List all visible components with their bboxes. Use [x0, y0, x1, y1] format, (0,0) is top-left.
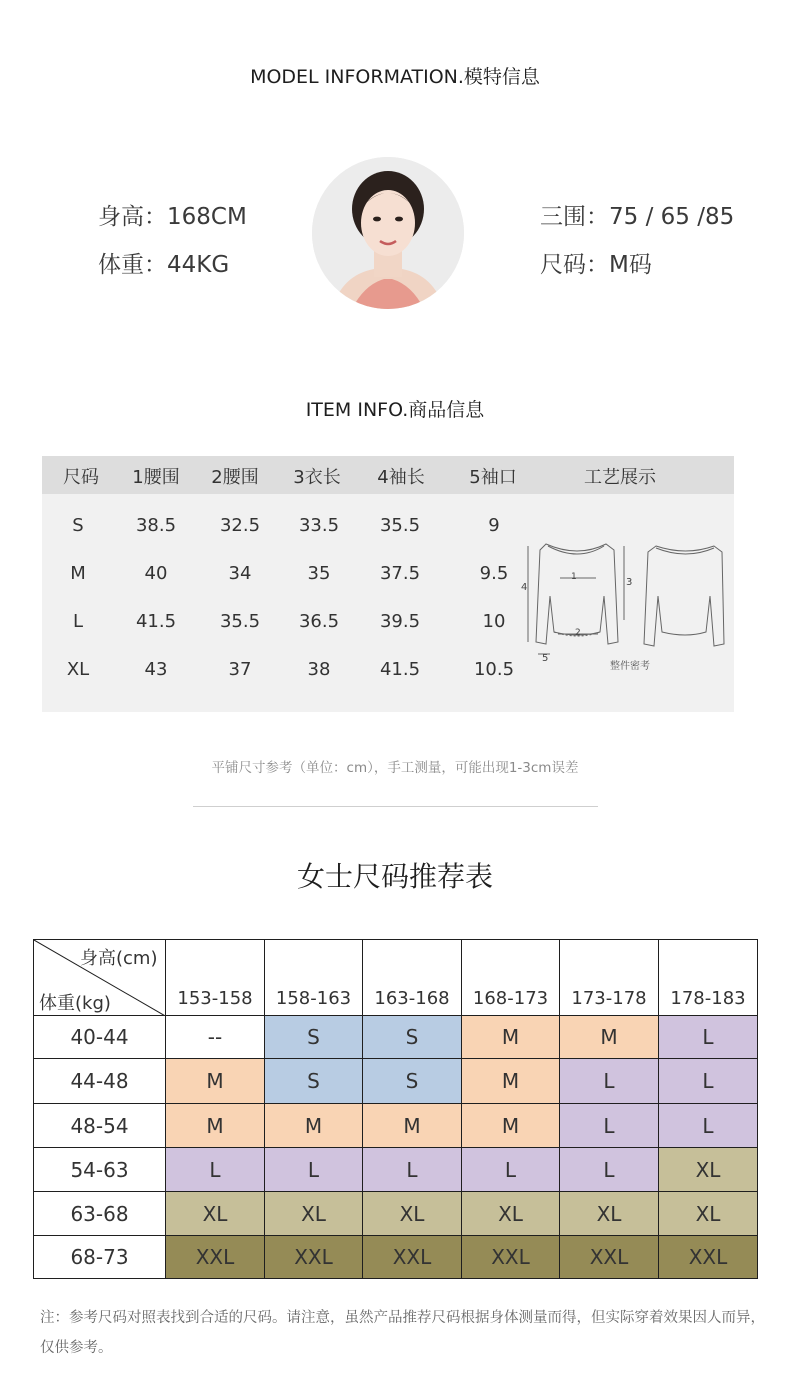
size-cell: S — [362, 1058, 462, 1104]
model-avatar — [312, 157, 464, 309]
item-cell: S — [72, 515, 84, 536]
item-cell: 41.5 — [135, 611, 177, 632]
size-cell: S — [264, 1058, 363, 1104]
item-header-craft: 工艺展示 — [584, 467, 656, 488]
item-header-waist1: 1腰围 — [132, 467, 180, 488]
item-cell: XL — [66, 659, 90, 680]
item-cell: L — [72, 611, 84, 632]
size-cell: M — [461, 1015, 560, 1059]
corner-cell — [33, 939, 166, 1016]
size-cell: M — [559, 1015, 659, 1059]
item-cell: 38 — [307, 659, 331, 680]
size-cell: M — [165, 1058, 265, 1104]
item-cell: 41.5 — [379, 659, 421, 680]
size-cell: L — [658, 1058, 758, 1104]
item-cell: 33.5 — [298, 515, 340, 536]
model-measurements: 三围：75 / 65 /85 — [540, 204, 735, 230]
item-header-size: 尺码 — [63, 467, 99, 488]
garment-diagram — [516, 536, 732, 676]
item-header-cuff: 5袖口 — [469, 467, 517, 488]
weight-row-label: 44-48 — [33, 1058, 166, 1104]
height-header: 173-178 — [559, 939, 659, 1016]
size-cell: S — [362, 1015, 462, 1059]
size-cell: L — [461, 1147, 560, 1192]
item-cell: 35.5 — [379, 515, 421, 536]
size-cell: S — [264, 1015, 363, 1059]
size-cell: XL — [658, 1191, 758, 1236]
item-cell: 39.5 — [379, 611, 421, 632]
height-header: 158-163 — [264, 939, 363, 1016]
size-cell: M — [165, 1103, 265, 1148]
size-cell: XXL — [264, 1235, 363, 1279]
item-cell: M — [70, 563, 86, 584]
size-cell: L — [559, 1058, 659, 1104]
size-cell: XL — [658, 1147, 758, 1192]
item-cell: 9.5 — [479, 563, 509, 584]
item-cell: 9 — [488, 515, 500, 536]
size-cell: M — [461, 1058, 560, 1104]
size-cell: M — [362, 1103, 462, 1148]
model-weight: 体重：44KG — [98, 252, 230, 278]
diagram-label-5: 5 — [542, 653, 549, 664]
size-cell: XXL — [658, 1235, 758, 1279]
size-cell: L — [658, 1103, 758, 1148]
size-cell: XXL — [165, 1235, 265, 1279]
size-cell: XXL — [461, 1235, 560, 1279]
size-cell: L — [559, 1103, 659, 1148]
weight-row-label: 54-63 — [33, 1147, 166, 1192]
size-cell: L — [264, 1147, 363, 1192]
item-cell: 32.5 — [219, 515, 261, 536]
item-cell: 37 — [228, 659, 252, 680]
divider — [193, 806, 598, 807]
model-height: 身高：168CM — [98, 204, 247, 230]
item-header-waist2: 2腰围 — [211, 467, 259, 488]
size-cell: XXL — [559, 1235, 659, 1279]
size-cell: L — [165, 1147, 265, 1192]
size-cell: XL — [559, 1191, 659, 1236]
size-cell: L — [362, 1147, 462, 1192]
corner-weight-label: 体重(kg) — [39, 993, 111, 1014]
model-section-title: MODEL INFORMATION.模特信息 — [250, 66, 540, 88]
size-cell: XL — [461, 1191, 560, 1236]
model-size: 尺码：M码 — [540, 252, 652, 278]
recommend-title: 女士尺码推荐表 — [296, 860, 493, 893]
diagram-caption: 整件密考 — [610, 661, 650, 672]
size-cell: XL — [264, 1191, 363, 1236]
size-cell: XXL — [362, 1235, 462, 1279]
item-cell: 37.5 — [379, 563, 421, 584]
item-header-sleeve: 4袖长 — [377, 467, 425, 488]
item-cell: 10 — [482, 611, 506, 632]
item-section-title: ITEM INFO.商品信息 — [305, 399, 485, 421]
diagram-label-2: 2 — [575, 628, 581, 638]
diagram-label-1: 1 — [571, 572, 577, 582]
diagram-label-4: 4 — [521, 582, 528, 593]
item-cell: 36.5 — [298, 611, 340, 632]
corner-height-label: 身高(cm) — [80, 948, 158, 969]
item-cell: 35.5 — [219, 611, 261, 632]
size-cell: L — [559, 1147, 659, 1192]
weight-row-label: 40-44 — [33, 1015, 166, 1059]
weight-row-label: 68-73 — [33, 1235, 166, 1279]
size-cell: XL — [362, 1191, 462, 1236]
size-cell: L — [658, 1015, 758, 1059]
height-header: 168-173 — [461, 939, 560, 1016]
height-header: 153-158 — [165, 939, 265, 1016]
size-cell: M — [264, 1103, 363, 1148]
height-header: 178-183 — [658, 939, 758, 1016]
size-cell: XL — [165, 1191, 265, 1236]
size-cell: -- — [165, 1015, 265, 1059]
item-cell: 34 — [228, 563, 252, 584]
diagram-label-3: 3 — [626, 577, 633, 588]
item-cell: 38.5 — [135, 515, 177, 536]
weight-row-label: 63-68 — [33, 1191, 166, 1236]
measurement-note: 平铺尺寸参考（单位：cm），手工测量，可能出现1-3cm误差 — [211, 760, 579, 776]
item-cell: 35 — [307, 563, 331, 584]
item-cell: 43 — [144, 659, 168, 680]
height-header: 163-168 — [362, 939, 462, 1016]
size-cell: M — [461, 1103, 560, 1148]
recommend-note: 注：参考尺码对照表找到合适的尺码。请注意，虽然产品推荐尺码根据身体测量而得，但实际穿着效果因人而异，仅供参考。 — [40, 1310, 765, 1356]
size-recommend-table — [33, 939, 758, 1279]
item-cell: 40 — [144, 563, 168, 584]
item-cell: 10.5 — [473, 659, 515, 680]
weight-row-label: 48-54 — [33, 1103, 166, 1148]
item-header-length: 3衣长 — [293, 467, 341, 488]
